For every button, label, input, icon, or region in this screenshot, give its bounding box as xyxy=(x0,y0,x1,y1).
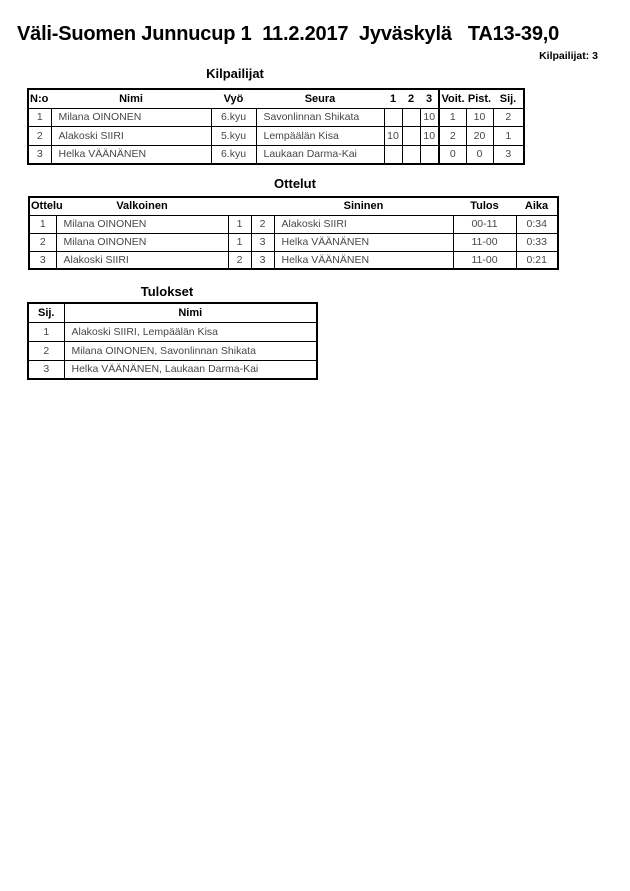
cell-voit: 0 xyxy=(439,145,466,164)
kilpailijat-header-row xyxy=(28,89,524,108)
col-header-valkoinen: Valkoinen xyxy=(56,197,228,215)
table-row xyxy=(29,215,558,233)
col-header-sininen: Sininen xyxy=(274,197,453,215)
cell-round3: 10 xyxy=(420,108,439,126)
cell-nimi: Milana OINONEN, Savonlinnan Shikata xyxy=(64,341,317,360)
cell-no: 1 xyxy=(28,108,51,126)
cell-sininen: Helka VÄÄNÄNEN xyxy=(274,251,453,269)
tulokset-table xyxy=(27,302,318,380)
cell-valkoinen: Alakoski SIIRI xyxy=(56,251,228,269)
cell-nimi: Milana OINONEN xyxy=(51,108,211,126)
cell-pist: 20 xyxy=(466,126,493,145)
table-row xyxy=(29,251,558,269)
cell-round3: 10 xyxy=(420,126,439,145)
cell-round1 xyxy=(384,108,402,126)
cell-white-number: 2 xyxy=(228,251,251,269)
col-header-round3: 3 xyxy=(420,89,439,108)
cell-sij: 3 xyxy=(493,145,524,164)
cell-blue-number: 2 xyxy=(251,215,274,233)
cell-white-number: 1 xyxy=(228,215,251,233)
col-header-sij: Sij. xyxy=(28,303,64,322)
cell-round3 xyxy=(420,145,439,164)
cell-valkoinen: Milana OINONEN xyxy=(56,233,228,251)
cell-aika: 0:21 xyxy=(516,251,558,269)
cell-pist: 10 xyxy=(466,108,493,126)
col-header-tulos: Tulos xyxy=(453,197,516,215)
cell-voit: 1 xyxy=(439,108,466,126)
table-row xyxy=(29,233,558,251)
cell-voit: 2 xyxy=(439,126,466,145)
col-header-vyo: Vyö xyxy=(211,89,256,108)
cell-seura: Laukaan Darma-Kai xyxy=(256,145,384,164)
cell-round1: 10 xyxy=(384,126,402,145)
table-row xyxy=(28,145,524,164)
cell-sij: 2 xyxy=(28,341,64,360)
col-header-aika: Aika xyxy=(516,197,558,215)
cell-nimi: Alakoski SIIRI, Lempäälän Kisa xyxy=(64,322,317,341)
cell-blue-number: 3 xyxy=(251,233,274,251)
col-header-pist: Pist. xyxy=(466,89,493,108)
cell-vyo: 6.kyu xyxy=(211,108,256,126)
cell-nimi: Helka VÄÄNÄNEN xyxy=(51,145,211,164)
cell-ottelu: 1 xyxy=(29,215,56,233)
cell-seura: Lempäälän Kisa xyxy=(256,126,384,145)
cell-tulos: 11-00 xyxy=(453,233,516,251)
cell-sininen: Helka VÄÄNÄNEN xyxy=(274,233,453,251)
col-header-white-number xyxy=(228,197,251,215)
page-title: Väli-Suomen Junnucup 1 11.2.2017 Jyväskylä TA13-39,0 xyxy=(17,23,560,45)
table-row xyxy=(28,322,317,341)
cell-nimi: Helka VÄÄNÄNEN, Laukaan Darma-Kai xyxy=(64,360,317,379)
cell-round1 xyxy=(384,145,402,164)
cell-seura: Savonlinnan Shikata xyxy=(256,108,384,126)
cell-round2 xyxy=(402,126,420,145)
cell-valkoinen: Milana OINONEN xyxy=(56,215,228,233)
cell-nimi: Alakoski SIIRI xyxy=(51,126,211,145)
cell-tulos: 11-00 xyxy=(453,251,516,269)
table-row xyxy=(28,126,524,145)
cell-round2 xyxy=(402,145,420,164)
cell-pist: 0 xyxy=(466,145,493,164)
col-header-seura: Seura xyxy=(256,89,384,108)
cell-vyo: 5.kyu xyxy=(211,126,256,145)
kilpailijat-table xyxy=(27,88,525,165)
cell-vyo: 6.kyu xyxy=(211,145,256,164)
tulokset-header-row xyxy=(28,303,317,322)
cell-sij: 1 xyxy=(493,126,524,145)
cell-sininen: Alakoski SIIRI xyxy=(274,215,453,233)
table-row xyxy=(28,108,524,126)
ottelut-header-row xyxy=(29,197,558,215)
tulokset-heading: Tulokset xyxy=(140,284,194,299)
col-header-round2: 2 xyxy=(402,89,420,108)
col-header-round1: 1 xyxy=(384,89,402,108)
col-header-no: N:o xyxy=(28,89,51,108)
ottelut-heading: Ottelut xyxy=(274,176,316,191)
cell-no: 3 xyxy=(28,145,51,164)
ottelut-table xyxy=(28,196,559,270)
table-row xyxy=(28,360,317,379)
cell-sij: 1 xyxy=(28,322,64,341)
cell-no: 2 xyxy=(28,126,51,145)
cell-round2 xyxy=(402,108,420,126)
col-header-ottelu: Ottelu xyxy=(29,197,56,215)
cell-white-number: 1 xyxy=(228,233,251,251)
cell-sij: 3 xyxy=(28,360,64,379)
cell-ottelu: 2 xyxy=(29,233,56,251)
cell-sij: 2 xyxy=(493,108,524,126)
kilpailijat-heading: Kilpailijat xyxy=(206,66,264,81)
col-header-sij: Sij. xyxy=(493,89,524,108)
cell-blue-number: 3 xyxy=(251,251,274,269)
cell-aika: 0:33 xyxy=(516,233,558,251)
col-header-blue-number xyxy=(251,197,274,215)
cell-aika: 0:34 xyxy=(516,215,558,233)
cell-tulos: 00-11 xyxy=(453,215,516,233)
col-header-voit: Voit. xyxy=(439,89,466,108)
col-header-nimi: Nimi xyxy=(64,303,317,322)
col-header-nimi: Nimi xyxy=(51,89,211,108)
participants-count: Kilpailijat: 3 xyxy=(539,50,598,62)
table-row xyxy=(28,341,317,360)
cell-ottelu: 3 xyxy=(29,251,56,269)
